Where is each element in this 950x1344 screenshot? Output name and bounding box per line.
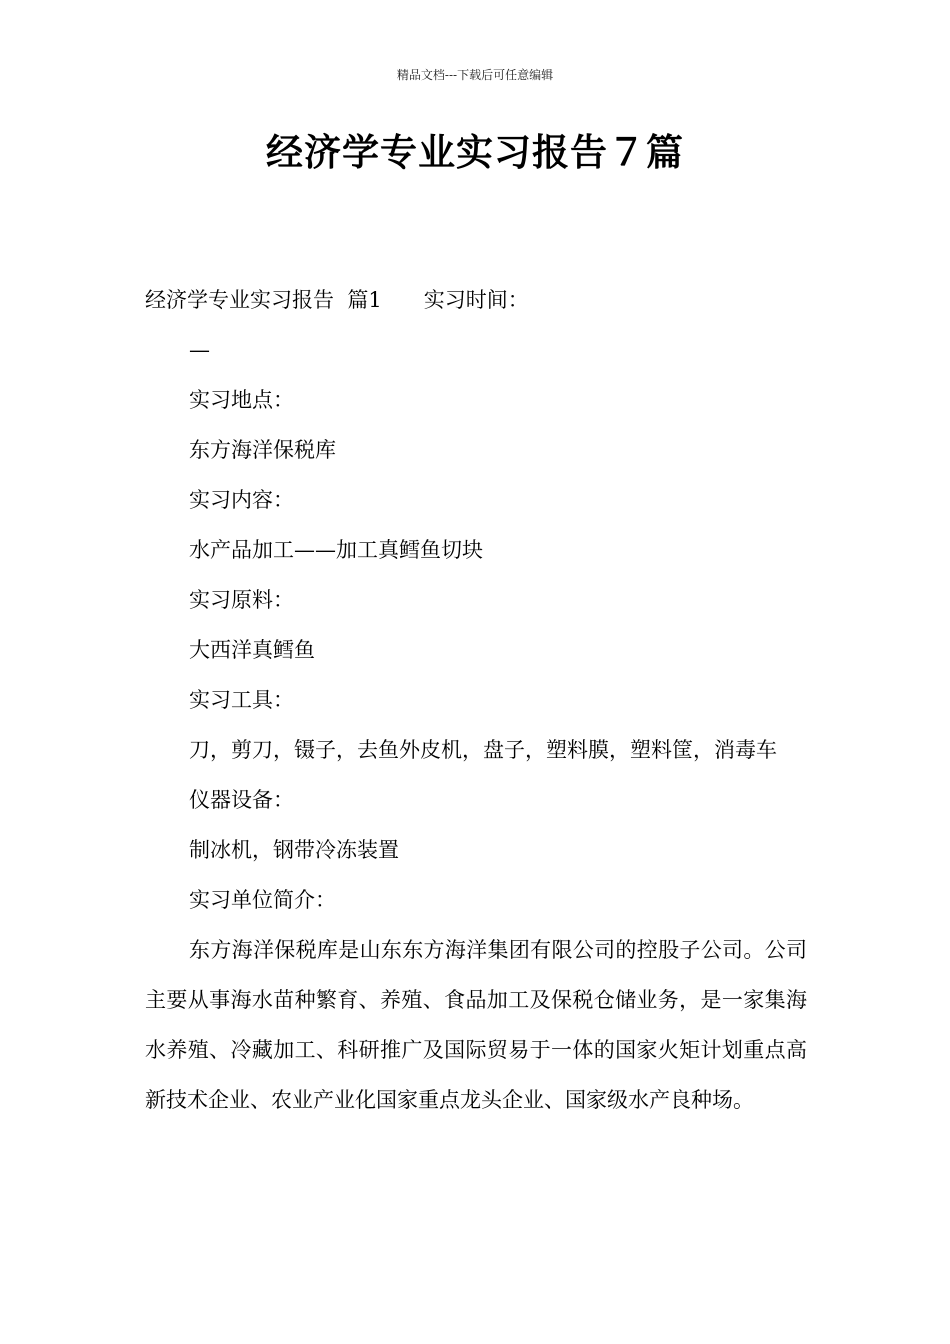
tools-label: 实习工具： [189, 688, 294, 712]
tools-value: 刀，剪刀，镊子，去鱼外皮机，盘子，塑料膜，塑料筐，消毒车 [189, 738, 777, 762]
unit-intro-paragraph: 东方海洋保税库是山东东方海洋集团有限公司的控股子公司。公司主要从事海水苗种繁育、养殖、食品加工及保税仓储业务，是一家集海水养殖、冷藏加工、科研推广及国际贸易于一体的国家火矩计划重点高新技术企业、农业产业化国家重点龙头企业、国家级水产良种场。 [145, 938, 807, 1112]
equipment-label: 仪器设备： [189, 788, 294, 812]
page-header: 精品文档---下载后可任意编辑 [396, 68, 554, 82]
equipment-value: 制冰机，钢带冷冻装置 [189, 838, 399, 862]
time-value: — [189, 338, 210, 362]
material-value: 大西洋真鳕鱼 [189, 638, 315, 662]
location-label: 实习地点： [189, 388, 294, 412]
section-heading-line [145, 275, 807, 325]
material-label: 实习原料： [189, 588, 294, 612]
section-heading: 经济学专业实习报告 篇1 [145, 288, 382, 312]
location-value: 东方海洋保税库 [189, 438, 336, 462]
content-value: 水产品加工——加工真鳕鱼切块 [189, 538, 483, 562]
unit-label: 实习单位简介： [189, 888, 336, 912]
content-label: 实习内容： [189, 488, 294, 512]
time-label: 实习时间： [423, 288, 529, 312]
document-title: 经济学专业实习报告７篇 [266, 131, 684, 174]
document-body [145, 275, 807, 1125]
